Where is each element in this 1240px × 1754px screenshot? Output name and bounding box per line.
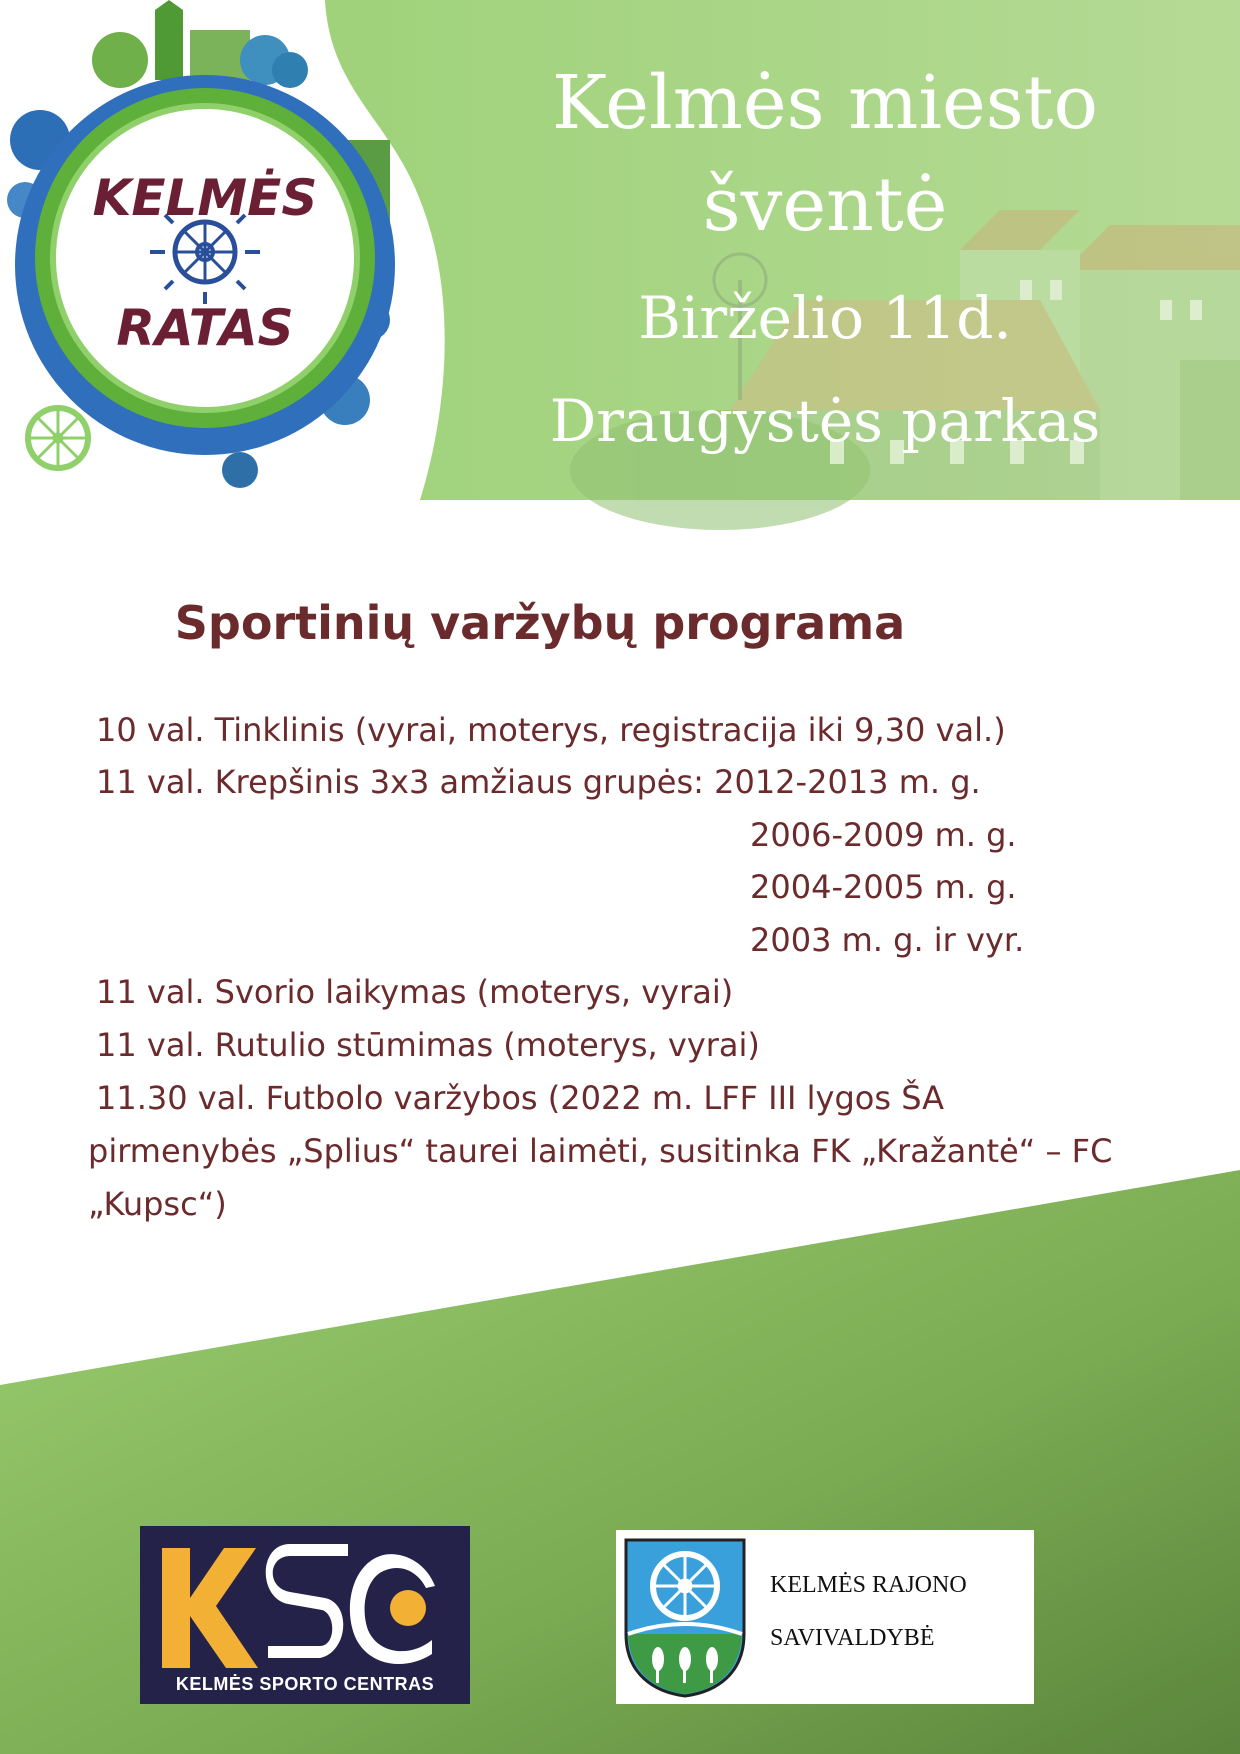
- event-place: Draugystės parkas: [549, 387, 1101, 455]
- bicycle-wheel-icon: [28, 408, 88, 468]
- kelmes-ratas-emblem: [0, 0, 430, 500]
- event-title-line2: šventė: [702, 162, 948, 248]
- program-line: „Kupsc“): [88, 1185, 227, 1223]
- program-line: 2006-2009 m. g.: [750, 816, 1017, 854]
- program-line: 11.30 val. Futbolo varžybos (2022 m. LFF III lygos ŠA: [96, 1079, 945, 1117]
- wheel-icon: [175, 222, 235, 282]
- municipality-logo: [616, 1530, 1034, 1704]
- program-line: 11 val. Krepšinis 3x3 amžiaus grupės: 2012-2013 m. g.: [96, 763, 981, 801]
- ksc-caption: KELMĖS SPORTO CENTRAS: [175, 1674, 435, 1694]
- ksc-logo: [140, 1526, 470, 1704]
- program-line: 2004-2005 m. g.: [750, 868, 1017, 906]
- program-line: 11 val. Rutulio stūmimas (moterys, vyrai): [96, 1026, 760, 1064]
- program-line: 11 val. Svorio laikymas (moterys, vyrai): [96, 973, 734, 1011]
- program-line: 2003 m. g. ir vyr.: [750, 921, 1025, 959]
- program-line: pirmenybės „Splius“ taurei laimėti, susitinka FK „Kražantė“ – FC: [88, 1132, 1113, 1170]
- coat-of-arms-icon: [620, 1534, 750, 1700]
- emblem-top-word: KELMĖS: [92, 169, 318, 227]
- municipality-name-line2: SAVIVALDYBĖ: [770, 1625, 935, 1651]
- program-heading: Sportinių varžybų programa: [174, 596, 906, 650]
- event-title-line1: Kelmės miesto: [551, 60, 1099, 146]
- event-date: Birželio 11d.: [638, 284, 1012, 352]
- municipality-name-line1: KELMĖS RAJONO: [770, 1572, 967, 1598]
- program-line: 10 val. Tinklinis (vyrai, moterys, registracija iki 9,30 val.): [96, 711, 1006, 749]
- emblem-bottom-word: RATAS: [116, 299, 294, 357]
